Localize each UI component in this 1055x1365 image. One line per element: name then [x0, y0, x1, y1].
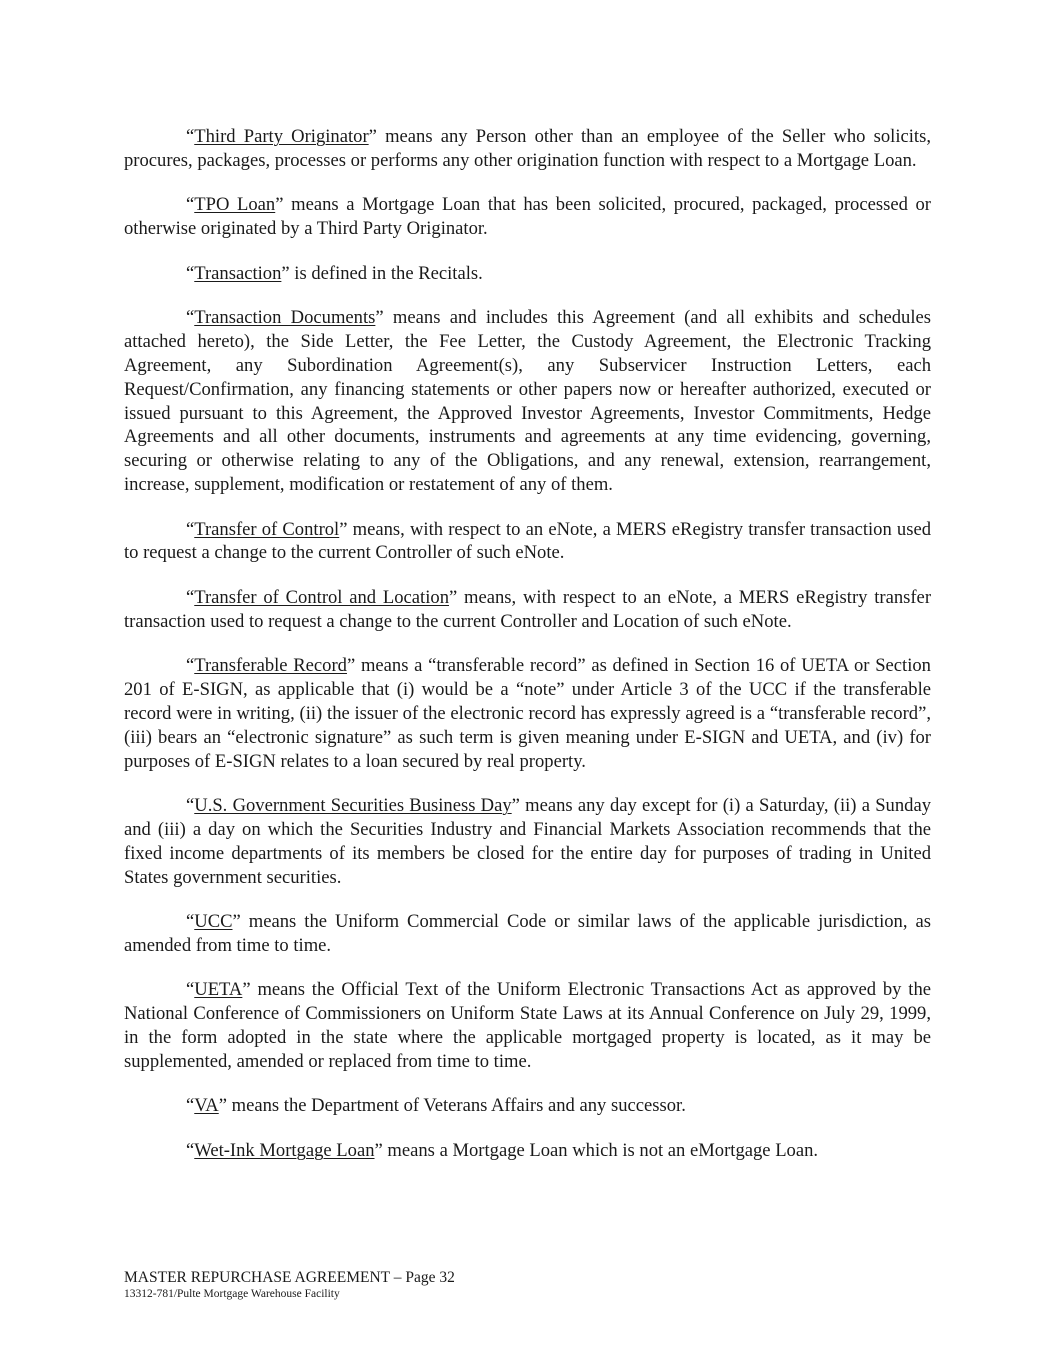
- defined-term: Third Party Originator: [194, 126, 369, 147]
- page-footer: [124, 1268, 455, 1301]
- definitions-list: [124, 125, 931, 1184]
- open-quote: “: [186, 795, 195, 817]
- defined-term: Transfer of Control: [194, 518, 340, 540]
- defined-term: Transfer of Control and Location: [194, 586, 449, 608]
- open-quote: “: [186, 1095, 195, 1117]
- definition-paragraph: [124, 262, 931, 286]
- defined-term: Transferable Record: [194, 655, 347, 677]
- definition-paragraph: [124, 1139, 931, 1163]
- definition-text: ” means any Person other than an employee of the Seller who solicits, procures, packages, processes or performs any other origination function with respect to a Mortgage Loan.: [124, 126, 931, 171]
- defined-term: UETA: [194, 979, 243, 1001]
- definition-paragraph: [124, 306, 931, 496]
- definition-paragraph: [124, 794, 931, 889]
- open-quote: “: [186, 194, 195, 216]
- definition-paragraph: [124, 910, 931, 958]
- defined-term: Wet-Ink Mortgage Loan: [194, 1140, 375, 1162]
- defined-term: Transaction Documents: [194, 307, 376, 329]
- defined-term: U.S. Government Securities Business Day: [194, 795, 512, 817]
- open-quote: “: [186, 655, 195, 677]
- definition-paragraph: [124, 193, 931, 241]
- open-quote: “: [186, 979, 195, 1001]
- defined-term: UCC: [194, 911, 233, 933]
- definition-paragraph: [124, 518, 931, 566]
- open-quote: “: [186, 126, 195, 147]
- definition-text: ” means and includes this Agreement (and all exhibits and schedules attached hereto), the Side Letter, the Fee Letter, the Custody Agreement, the Electronic Tracking Agreement, any Subordination Agreement(s), any Subservicer Instruction Letters, each Request/Confirmation, any financing statements or other papers now or hereafter authorized, executed or issued pursuant to this Agreement, the Approved Investor Agreements, Investor Commitments, Hedge Agreements and all other documents, instruments and agreements at any time evidencing, governing, securing or otherwise relating to any of the Obligations, and any renewal, extension, rearrangement, increase, supplement, modification or restatement of any of them.: [124, 307, 932, 495]
- definition-text: ” means the Uniform Commercial Code or similar laws of the applicable jurisdiction, as amended from time to time.: [124, 911, 931, 956]
- defined-term: VA: [194, 1095, 219, 1117]
- definition-text: ” means a Mortgage Loan which is not an eMortgage Loan.: [374, 1140, 819, 1162]
- definition-text: ” is defined in the Recitals.: [281, 262, 483, 284]
- footer-doc-id: 13312-781/Pulte Mortgage Warehouse Facility: [124, 1288, 340, 1300]
- defined-term: TPO Loan: [194, 194, 276, 216]
- definition-text: ” means the Official Text of the Uniform Electronic Transactions Act as approved by the National Conference of Commissioners on Uniform State Laws at its Annual Conference on July 29, 1999, in the form adopted in the state where the applicable mortgaged property is located, as it may be supplemented, amended or replaced from time to time.: [124, 979, 931, 1072]
- definition-text: ” means the Department of Veterans Affairs and any successor.: [218, 1095, 686, 1117]
- open-quote: “: [186, 586, 195, 608]
- definition-paragraph: [124, 1094, 931, 1118]
- open-quote: “: [186, 307, 195, 329]
- definition-paragraph: [124, 654, 931, 773]
- open-quote: “: [186, 1140, 195, 1162]
- open-quote: “: [186, 518, 195, 540]
- open-quote: “: [186, 262, 195, 284]
- definition-paragraph: [124, 586, 931, 634]
- definition-text: ” means a Mortgage Loan that has been solicited, procured, packaged, processed or otherwise originated by a Third Party Originator.: [124, 194, 931, 240]
- definition-paragraph: [124, 125, 931, 173]
- footer-title: MASTER REPURCHASE AGREEMENT – Page 32: [124, 1269, 455, 1286]
- definition-text: ” means, with respect to an eNote, a MERS eRegistry transfer transaction used to request a change to the current Controller of such eNote.: [124, 518, 932, 564]
- open-quote: “: [186, 911, 195, 933]
- definition-paragraph: [124, 978, 931, 1073]
- definition-text: ” means any day except for (i) a Saturday, (ii) a Sunday and (iii) a day on which the Securities Industry and Financial Markets Association recommends that the fixed income departments of its members be closed for the entire day for purposes of trading in United States government securities.: [124, 795, 931, 888]
- definition-text: ” means a “transferable record” as defined in Section 16 of UETA or Section 201 of E-SIGN, as applicable that (i) would be a “note” under Article 3 of the UCC if the transferable record were in writing, (ii) the issuer of the electronic record has expressly agreed is a “transferable record”, (iii) bears an “electronic signature” as such term is given meaning under E-SIGN and UETA, and (iv) for purposes of E-SIGN relates to a loan secured by real property.: [124, 655, 931, 772]
- definition-text: ” means, with respect to an eNote, a MERS eRegistry transfer transaction used to request a change to the current Controller and Location of such eNote.: [124, 586, 932, 632]
- defined-term: Transaction: [194, 262, 282, 284]
